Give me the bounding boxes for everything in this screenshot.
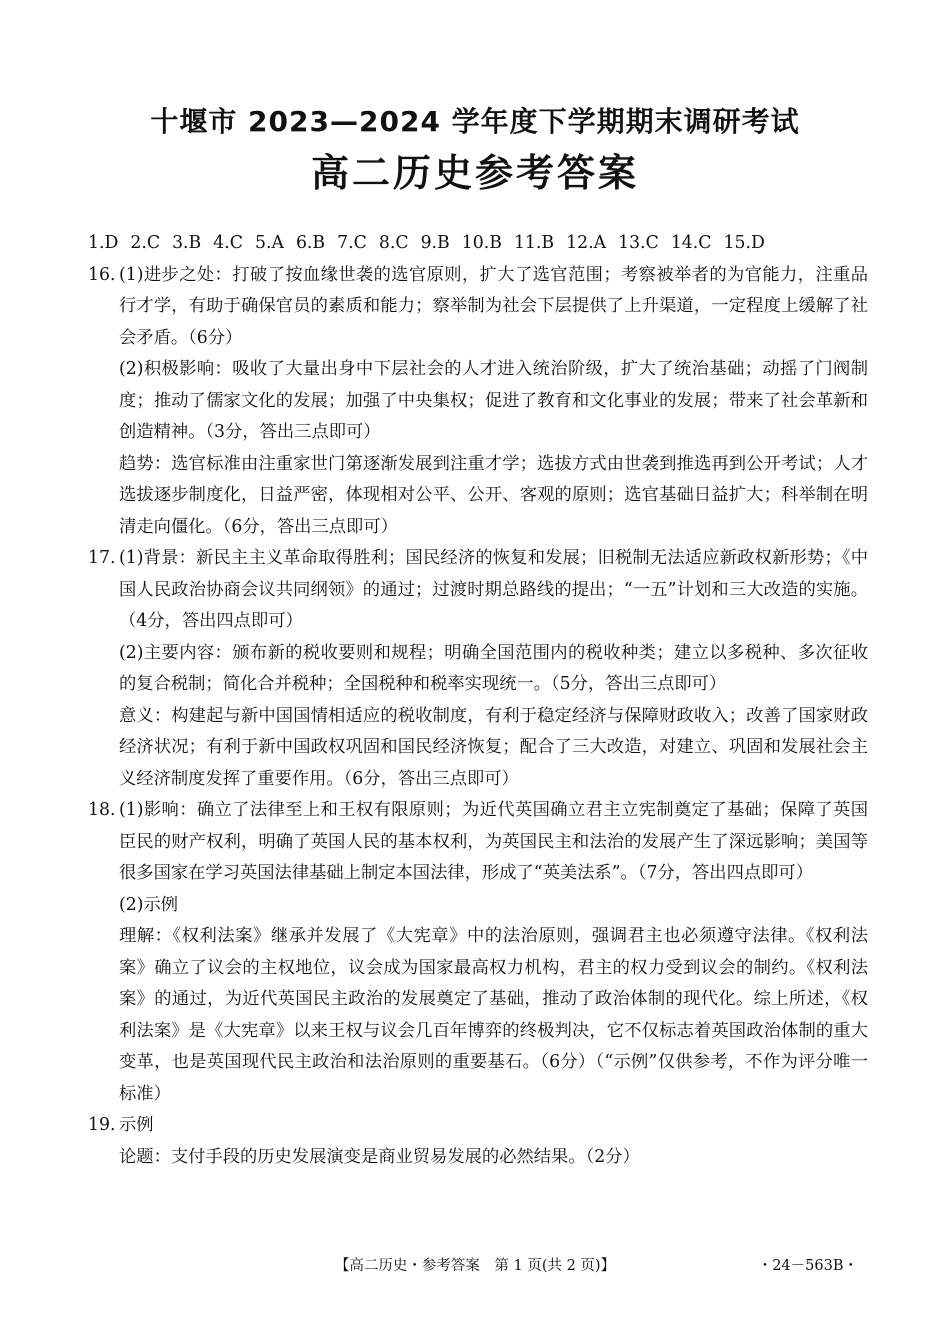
paragraph: 理解：《权利法案》继承并发展了《大宪章》中的法治原则，强调君主也必须遵守法律。《权利法案》确立了议会的主权地位，议会成为国家最高权力机构，君主的权力受到议会的制约。《权利法案》的通过，为近代英国民主政治的发展奠定了基础，推动了政治体制的现代化。综上所述，《权利法案》是《大宪章》以来王权与议会几百年博弈的终极判决，它不仅标志着英国政治体制的重大变革，也是英国现代民主政治和法治原则的重要基石。（6分）（“示例”仅供参考，不作为评分唯一标准） [119, 926, 868, 1104]
paragraph: 意义：构建起与新中国国情相适应的税收制度，有利于稳定经济与保障财政收入；改善了国家财政经济状况；有利于新中国政权巩固和国民经济恢复；配合了三大改造，对建立、巩固和发展社会主义经济制度发挥了重要作用。（6分，答出三点即可） [119, 705, 868, 789]
exam-title: 十堰市 2023—2024 学年度下学期期末调研考试 [150, 105, 800, 138]
paragraph: 论题：支付手段的历史发展演变是商业贸易发展的必然结果。（2分） [119, 1146, 640, 1167]
question-16 [88, 260, 868, 544]
footer-page-info: 【高二历史・参考答案 第 1 页(共 2 页)】 [334, 1258, 616, 1274]
answer-item: 2.C [130, 233, 161, 253]
question-18 [88, 795, 868, 1110]
paragraph: 趋势：选官标准由注重家世门第逐渐发展到注重才学；选拔方式由世袭到推选再到公开考试；人才选拔逐步制度化，日益严密，体现相对公平、公开、客观的原则；选官基础日益扩大；科举制在明清走向僵化。（6分，答出三点即可） [119, 453, 868, 537]
answer-item: 10.B [461, 233, 502, 253]
answer-item: 11.B [513, 233, 555, 253]
question-number: 17. [88, 548, 116, 568]
answer-item: 4.C [213, 233, 243, 253]
answer-item: 15.D [723, 233, 765, 253]
answer-item: 13.C [618, 233, 659, 253]
answer-item: 8.C [378, 233, 409, 253]
paragraph: (2)示例 [119, 894, 179, 915]
paragraph: (1)进步之处：打破了按血缘世袭的选官原则，扩大了选官范围；考察被举者的为官能力，注重品行才学，有助于确保官员的素质和能力；察举制为社会下层提供了上升渠道，一定程度上缓解了社会矛盾。（6分） [119, 264, 868, 348]
answer-item: 6.B [295, 233, 326, 253]
answer-item: 5.A [254, 233, 284, 253]
footer-code: ・24－563B・ [757, 1258, 858, 1274]
answer-item: 7.C [337, 233, 367, 253]
answer-item: 1.D [88, 233, 119, 253]
question-17 [88, 543, 868, 795]
answer-item: 9.B [420, 233, 450, 253]
page-title: 高二历史参考答案 [310, 151, 639, 195]
paragraph: 示例 [119, 1115, 154, 1135]
paragraph: (1)背景：新民主主义革命取得胜利；国民经济的恢复和发展；旧税制无法适应新政权新形势；《中国人民政治协商会议共同纲领》的通过；过渡时期总路线的提出；“一五”计划和三大改造的实施。（4分，答出四点即可） [119, 548, 868, 631]
question-number: 16. [88, 264, 116, 285]
answer-item: 3.B [172, 233, 202, 253]
answer-item: 12.A [566, 233, 607, 253]
paragraph: (2)主要内容：颁布新的税收要则和规程；明确全国范围内的税收种类；建立以多税种、多次征收的复合税制；简化合并税种；全国税种和税率实现统一。（5分，答出三点即可） [119, 642, 868, 694]
answer-content [88, 228, 868, 1173]
answer-item: 14.C [670, 233, 712, 253]
paragraph: (2)积极影响：吸收了大量出身中下层社会的人才进入统治阶级，扩大了统治基础；动摇了门阀制度；推动了儒家文化的发展；加强了中央集权；促进了教育和文化事业的发展；带来了社会革新和创造精神。（3分，答出三点即可） [119, 359, 868, 442]
question-number: 18. [88, 800, 116, 820]
question-number: 19. [88, 1115, 116, 1135]
choice-answers [88, 228, 868, 260]
paragraph: (1)影响：确立了法律至上和王权有限原则；为近代英国确立君主立宪制奠定了基础；保障了英国臣民的财产权利，明确了英国人民的基本权利，为英国民主和法治的发展产生了深远影响；美国等很多国家在学习英国法律基础上制定本国法律，形成了“英美法系”。（7分，答出四点即可） [119, 800, 868, 883]
question-19 [88, 1110, 868, 1173]
